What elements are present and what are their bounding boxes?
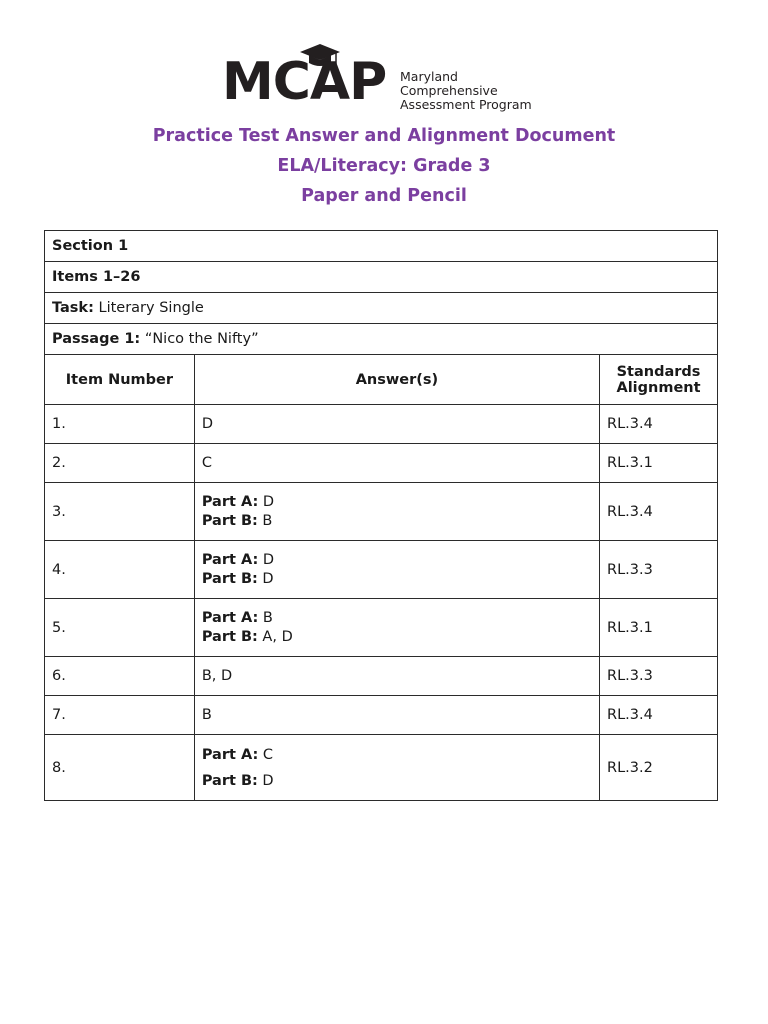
answer-cell: Part A: D Part B: B — [194, 483, 599, 541]
items-range: Items 1–26 — [45, 262, 718, 293]
answer-cell: C — [194, 444, 599, 483]
standard-cell: RL.3.1 — [600, 444, 718, 483]
table-row — [45, 405, 718, 444]
table-row — [45, 657, 718, 696]
item-number-header: Item Number — [45, 355, 195, 405]
item-number: 3. — [45, 483, 195, 541]
task-row — [45, 293, 718, 324]
standard-cell: RL.3.1 — [600, 599, 718, 657]
passage-row — [45, 324, 718, 355]
document-titles — [0, 121, 768, 211]
standard-cell: RL.3.4 — [600, 696, 718, 735]
item-number: 8. — [45, 735, 195, 801]
answer-alignment-table — [44, 230, 718, 801]
standard-cell: RL.3.4 — [600, 405, 718, 444]
item-number: 2. — [45, 444, 195, 483]
passage-cell: Passage 1: “Nico the Nifty” — [45, 324, 718, 355]
standard-cell: RL.3.3 — [600, 541, 718, 599]
section-label: Section 1 — [45, 231, 718, 262]
standard-cell: RL.3.4 — [600, 483, 718, 541]
standard-cell: RL.3.2 — [600, 735, 718, 801]
table-row — [45, 483, 718, 541]
item-number: 6. — [45, 657, 195, 696]
table-row — [45, 541, 718, 599]
section-row — [45, 231, 718, 262]
answer-cell: Part A: D Part B: D — [194, 541, 599, 599]
logo-subtitle: Maryland Comprehensive Assessment Program — [400, 69, 532, 112]
standards-header: Standards Alignment — [600, 355, 718, 405]
answer-cell: B, D — [194, 657, 599, 696]
logo-wordmark: MCAP — [222, 52, 387, 112]
answer-cell: Part A: B Part B: A, D — [194, 599, 599, 657]
document-subject: ELA/Literacy: Grade 3 — [277, 156, 491, 176]
answer-cell: D — [194, 405, 599, 444]
document-format: Paper and Pencil — [301, 186, 467, 206]
answers-header: Answer(s) — [194, 355, 599, 405]
standard-cell: RL.3.3 — [600, 657, 718, 696]
table-row — [45, 696, 718, 735]
items-row — [45, 262, 718, 293]
table-row — [45, 444, 718, 483]
item-number: 4. — [45, 541, 195, 599]
item-number: 7. — [45, 696, 195, 735]
header-row — [45, 355, 718, 405]
task-cell: Task: Literary Single — [45, 293, 718, 324]
table-row — [45, 735, 718, 801]
answer-cell: Part A: C Part B: D — [194, 735, 599, 801]
item-number: 5. — [45, 599, 195, 657]
answer-cell: B — [194, 696, 599, 735]
mcap-logo — [222, 44, 552, 110]
document-title: Practice Test Answer and Alignment Document — [152, 126, 616, 146]
item-number: 1. — [45, 405, 195, 444]
table-row — [45, 599, 718, 657]
